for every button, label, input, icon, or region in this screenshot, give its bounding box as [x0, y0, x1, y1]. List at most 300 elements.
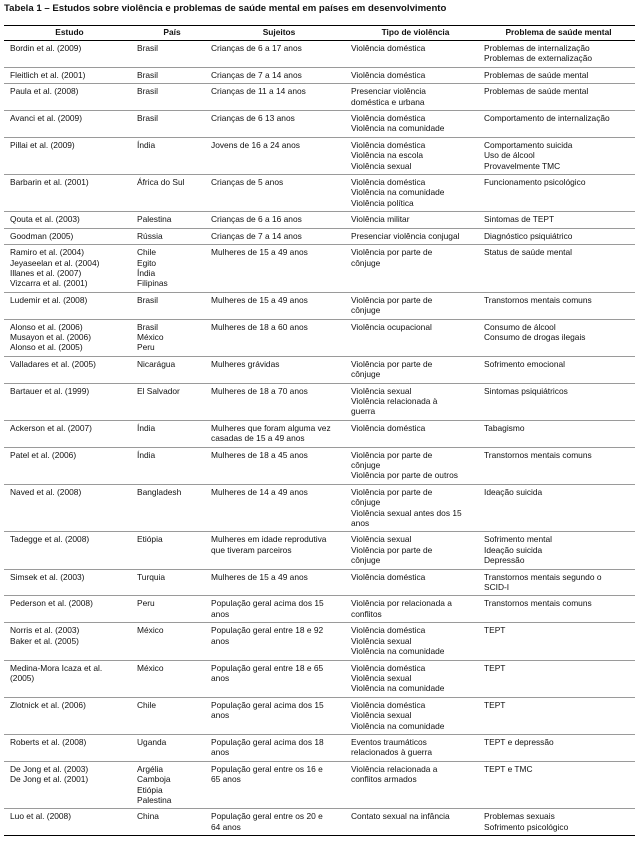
subjects-cell-line: Crianças de 7 a 14 anos [211, 230, 302, 241]
mental-health-problem-cell-line: Funcionamento psicológico [484, 177, 586, 188]
study-cell-line: Goodman (2005) [10, 230, 74, 241]
country-cell-line: Brasil [137, 294, 158, 305]
violence-type-cell-line: Violência por parte de [351, 544, 433, 555]
mental-health-problem-cell-line: Sofrimento emocional [484, 358, 565, 369]
country-cell [135, 596, 209, 623]
subjects-cell-line: Mulheres de 15 a 49 anos [211, 247, 308, 258]
mental-health-problem-cell [482, 761, 635, 809]
country-cell [135, 420, 209, 447]
country-cell-line: Etiópia [137, 534, 163, 545]
violence-type-cell [349, 383, 482, 420]
study-cell [4, 245, 135, 293]
subjects-cell [209, 111, 349, 138]
country-cell [135, 484, 209, 532]
mental-health-problem-cell-line: Tabagismo [484, 422, 525, 433]
mental-health-problem-cell [482, 484, 635, 532]
country-cell-line: Nicarágua [137, 358, 176, 369]
violence-type-cell-line: conflitos [351, 608, 382, 619]
study-cell [4, 228, 135, 244]
mental-health-problem-cell-line: TEPT [484, 699, 506, 710]
violence-type-cell-line: Violência na comunidade [351, 123, 445, 134]
subjects-cell [209, 697, 349, 734]
subjects-cell-line: Crianças de 6 13 anos [211, 113, 295, 124]
mental-health-problem-cell-line: TEPT [484, 625, 506, 636]
violence-type-cell-line: Violência relacionada à [351, 395, 438, 406]
violence-type-cell [349, 532, 482, 569]
country-cell-line: Índia [137, 267, 156, 278]
violence-type-cell-line: Violência sexual [351, 385, 412, 396]
subjects-cell-line: População geral acima dos 18 [211, 736, 324, 747]
subjects-cell [209, 319, 349, 356]
violence-type-cell-line: Violência na comunidade [351, 187, 445, 198]
study-cell [4, 623, 135, 660]
violence-type-cell-line: Violência por parte de [351, 294, 433, 305]
study-cell-line: Tadegge et al. (2008) [10, 534, 90, 545]
mental-health-problem-cell-line: Comportamento de internalização [484, 113, 610, 124]
country-cell-line: Índia [137, 449, 156, 460]
violence-type-cell [349, 292, 482, 319]
violence-type-cell [349, 484, 482, 532]
violence-type-cell-line: anos [351, 518, 370, 529]
subjects-cell [209, 569, 349, 596]
subjects-cell-line: População geral acima dos 15 [211, 699, 324, 710]
subjects-cell [209, 356, 349, 383]
violence-type-cell-line: cônjuge [351, 257, 381, 268]
header-problema-saude: Problema de saúde mental [482, 26, 635, 41]
country-cell-line: Turquia [137, 571, 166, 582]
study-cell [4, 84, 135, 111]
violence-type-cell [349, 319, 482, 356]
study-cell [4, 319, 135, 356]
violence-type-cell-line: guerra [351, 406, 376, 417]
study-cell [4, 809, 135, 836]
subjects-cell-line: anos [211, 608, 230, 619]
study-cell [4, 420, 135, 447]
mental-health-problem-cell [482, 175, 635, 212]
country-cell [135, 660, 209, 697]
study-cell-line: Alonso et al. (2005) [10, 342, 83, 353]
table-row [4, 212, 635, 228]
mental-health-problem-cell [482, 356, 635, 383]
study-cell [4, 67, 135, 83]
mental-health-problem-cell-line: SCID-I [484, 582, 510, 593]
country-cell-line: China [137, 811, 159, 822]
country-cell-line: Brasil [137, 69, 158, 80]
subjects-cell [209, 660, 349, 697]
country-cell-line: Chile [137, 699, 157, 710]
study-cell [4, 697, 135, 734]
country-cell [135, 447, 209, 484]
country-cell-line: El Salvador [137, 385, 180, 396]
country-cell [135, 175, 209, 212]
violence-type-cell [349, 660, 482, 697]
table-row [4, 660, 635, 697]
table-row [4, 292, 635, 319]
mental-health-problem-cell [482, 420, 635, 447]
country-cell-line: África do Sul [137, 177, 185, 188]
table-body [4, 41, 635, 836]
violence-type-cell [349, 175, 482, 212]
study-cell [4, 761, 135, 809]
subjects-cell [209, 175, 349, 212]
country-cell-line: Brasil [137, 113, 158, 124]
violence-type-cell [349, 41, 482, 68]
country-cell-line: Índia [137, 139, 156, 150]
mental-health-problem-cell [482, 84, 635, 111]
study-cell [4, 660, 135, 697]
subjects-cell-line: Crianças de 11 a 14 anos [211, 86, 306, 97]
study-cell-line: Pillai et al. (2009) [10, 139, 75, 150]
study-cell-line: Musayon et al. (2006) [10, 331, 92, 342]
subjects-cell [209, 292, 349, 319]
violence-type-cell [349, 761, 482, 809]
table-row [4, 697, 635, 734]
subjects-cell-line: Mulheres de 15 a 49 anos [211, 571, 308, 582]
header-sujeitos: Sujeitos [209, 26, 349, 41]
violence-type-cell-line: Violência ocupacional [351, 321, 432, 332]
study-cell-line: Bartauer et al. (1999) [10, 385, 90, 396]
study-cell [4, 596, 135, 623]
country-cell-line: Brasil [137, 86, 158, 97]
violence-type-cell-line: Violência sexual [351, 534, 412, 545]
country-cell [135, 383, 209, 420]
study-cell-line: Zlotnick et al. (2006) [10, 699, 86, 710]
violence-type-cell-line: Violência sexual [351, 160, 412, 171]
violence-type-cell [349, 809, 482, 836]
table-row [4, 245, 635, 293]
violence-type-cell-line: Violência por parte de [351, 358, 433, 369]
mental-health-problem-cell-line: Problemas de externalização [484, 53, 593, 64]
mental-health-problem-cell [482, 41, 635, 68]
subjects-cell-line: Crianças de 7 a 14 anos [211, 69, 302, 80]
country-cell [135, 212, 209, 228]
violence-type-cell-line: Eventos traumáticos [351, 736, 427, 747]
mental-health-problem-cell-line: Sofrimento mental [484, 534, 552, 545]
study-cell-line: Norris et al. (2003) [10, 625, 80, 636]
violence-type-cell [349, 447, 482, 484]
country-cell-line: Camboja [137, 774, 171, 785]
violence-type-cell-line: Presenciar violência conjugal [351, 230, 460, 241]
study-cell-line: Ackerson et al. (2007) [10, 422, 92, 433]
mental-health-problem-cell-line: Ideação suicida [484, 486, 543, 497]
study-cell-line: Bordin et al. (2009) [10, 43, 82, 53]
violence-type-cell-line: cônjuge [351, 555, 381, 566]
subjects-cell-line: anos [211, 672, 230, 683]
subjects-cell [209, 761, 349, 809]
country-cell-line: Palestina [137, 794, 172, 805]
table-row [4, 809, 635, 836]
mental-health-problem-cell [482, 660, 635, 697]
mental-health-problem-cell-line: Depressão [484, 555, 525, 566]
mental-health-problem-cell [482, 532, 635, 569]
table-title: Tabela 1 – Estudos sobre violência e problemas de saúde mental em países em desenvolvimento [4, 3, 447, 14]
country-cell-line: Etiópia [137, 784, 163, 795]
study-cell-line: Ludemir et al. (2008) [10, 294, 88, 305]
violence-type-cell-line: Violência sexual [351, 672, 412, 683]
violence-type-cell-line: Violência por parte de [351, 486, 433, 497]
studies-table [4, 25, 635, 836]
subjects-cell [209, 809, 349, 836]
violence-type-cell [349, 356, 482, 383]
violence-type-cell-line: cônjuge [351, 460, 381, 470]
table-row [4, 356, 635, 383]
table-row [4, 734, 635, 761]
study-cell [4, 734, 135, 761]
subjects-cell [209, 228, 349, 244]
violence-type-cell [349, 697, 482, 734]
mental-health-problem-cell [482, 447, 635, 484]
mental-health-problem-cell-line: Problemas de saúde mental [484, 69, 589, 80]
violence-type-cell-line: Violência doméstica [351, 69, 426, 80]
violence-type-cell [349, 569, 482, 596]
violence-type-cell [349, 84, 482, 111]
mental-health-problem-cell [482, 137, 635, 174]
subjects-cell-line: anos [211, 747, 230, 758]
subjects-cell-line: Mulheres grávidas [211, 358, 280, 369]
country-cell [135, 292, 209, 319]
country-cell-line: Peru [137, 342, 155, 353]
study-cell-line: Jeyaseelan et al. (2004) [10, 257, 100, 268]
study-cell [4, 569, 135, 596]
subjects-cell [209, 484, 349, 532]
violence-type-cell-line: Violência doméstica [351, 571, 426, 582]
study-cell [4, 532, 135, 569]
country-cell [135, 697, 209, 734]
violence-type-cell [349, 212, 482, 228]
country-cell [135, 41, 209, 68]
country-cell-line: Rússia [137, 230, 163, 241]
country-cell-line: Uganda [137, 736, 167, 747]
subjects-cell [209, 532, 349, 569]
subjects-cell [209, 41, 349, 68]
table-row [4, 175, 635, 212]
country-cell-line: Egito [137, 257, 157, 268]
study-cell-line: Baker et al. (2005) [10, 635, 79, 646]
violence-type-cell-line: Violência política [351, 197, 414, 208]
violence-type-cell [349, 67, 482, 83]
table-header-row [4, 26, 635, 41]
mental-health-problem-cell [482, 245, 635, 293]
table-row [4, 623, 635, 660]
violence-type-cell-line: Violência doméstica [351, 113, 426, 124]
table-row [4, 420, 635, 447]
subjects-cell-line: Mulheres em idade reprodutiva [211, 534, 327, 545]
violence-type-cell-line: Violência por parte de outros [351, 470, 458, 481]
country-cell-line: México [137, 662, 164, 673]
table-row [4, 596, 635, 623]
mental-health-problem-cell-line: TEPT e depressão [484, 736, 554, 747]
country-cell-line: México [137, 331, 164, 342]
study-cell-line: Avanci et al. (2009) [10, 113, 83, 124]
subjects-cell [209, 67, 349, 83]
subjects-cell-line: casadas de 15 a 49 anos [211, 433, 305, 444]
table-row [4, 484, 635, 532]
header-estudo: Estudo [4, 26, 135, 41]
violence-type-cell-line: cônjuge [351, 369, 381, 380]
mental-health-problem-cell [482, 228, 635, 244]
study-cell-line: Roberts et al. (2008) [10, 736, 87, 747]
mental-health-problem-cell-line: Ideação suicida [484, 544, 543, 555]
subjects-cell-line: Crianças de 5 anos [211, 177, 284, 188]
header-tipo-violencia: Tipo de violência [349, 26, 482, 41]
mental-health-problem-cell [482, 212, 635, 228]
violence-type-cell-line: Presenciar violência [351, 86, 426, 97]
subjects-cell-line: Mulheres que foram alguma vez [211, 422, 331, 433]
mental-health-problem-cell [482, 67, 635, 83]
study-cell-line: Illanes et al. (2007) [10, 267, 82, 278]
study-cell [4, 41, 135, 68]
violence-type-cell-line: Violência doméstica [351, 625, 426, 636]
table-row [4, 84, 635, 111]
study-cell-line: Alonso et al. (2006) [10, 321, 83, 332]
violence-type-cell-line: Violência doméstica [351, 422, 426, 433]
table-row [4, 67, 635, 83]
subjects-cell [209, 137, 349, 174]
subjects-cell-line: Crianças de 6 a 16 anos [211, 214, 302, 225]
study-cell [4, 447, 135, 484]
mental-health-problem-cell-line: Problemas sexuais [484, 811, 555, 822]
country-cell-line: Argélia [137, 763, 164, 774]
country-cell [135, 319, 209, 356]
subjects-cell-line: anos [211, 710, 230, 721]
violence-type-cell [349, 137, 482, 174]
subjects-cell [209, 447, 349, 484]
subjects-cell-line: Jovens de 16 a 24 anos [211, 139, 300, 150]
table-row [4, 532, 635, 569]
study-cell [4, 111, 135, 138]
country-cell-line: Índia [137, 422, 156, 433]
violence-type-cell-line: Violência sexual [351, 635, 412, 646]
country-cell [135, 137, 209, 174]
mental-health-problem-cell-line: Provavelmente TMC [484, 160, 561, 171]
subjects-cell [209, 420, 349, 447]
table-row [4, 228, 635, 244]
study-cell-line: De Jong et al. (2003) [10, 763, 89, 774]
subjects-cell-line: que tiveram parceiros [211, 544, 292, 555]
mental-health-problem-cell [482, 596, 635, 623]
violence-type-cell-line: doméstica e urbana [351, 96, 425, 107]
violence-type-cell-line: Violência na comunidade [351, 646, 445, 657]
study-cell [4, 484, 135, 532]
country-cell [135, 67, 209, 83]
country-cell [135, 569, 209, 596]
mental-health-problem-cell-line: Consumo de álcool [484, 321, 556, 332]
country-cell-line: Brasil [137, 321, 158, 332]
mental-health-problem-cell-line: Sofrimento psicológico [484, 821, 569, 832]
subjects-cell-line: População geral entre os 16 e [211, 763, 323, 774]
subjects-cell-line: 64 anos [211, 821, 241, 832]
study-cell-line: Fleitlich et al. (2001) [10, 69, 86, 80]
study-cell-line: Medina-Mora Icaza et al. [10, 662, 103, 673]
mental-health-problem-cell [482, 734, 635, 761]
country-cell [135, 734, 209, 761]
violence-type-cell [349, 596, 482, 623]
study-cell-line: Vizcarra et al. (2001) [10, 278, 88, 289]
mental-health-problem-cell-line: TEPT [484, 662, 506, 673]
violence-type-cell-line: relacionados à guerra [351, 747, 433, 758]
violence-type-cell [349, 623, 482, 660]
study-cell-line: De Jong et al. (2001) [10, 774, 89, 785]
violence-type-cell-line: cônjuge [351, 497, 381, 508]
table-row [4, 111, 635, 138]
study-cell-line: Valladares et al. (2005) [10, 358, 96, 369]
mental-health-problem-cell [482, 111, 635, 138]
mental-health-problem-cell [482, 292, 635, 319]
country-cell [135, 228, 209, 244]
country-cell [135, 532, 209, 569]
mental-health-problem-cell [482, 623, 635, 660]
violence-type-cell-line: Violência na comunidade [351, 683, 445, 694]
subjects-cell-line: População geral entre os 20 e [211, 811, 323, 822]
header-pais: País [135, 26, 209, 41]
country-cell-line: Bangladesh [137, 486, 182, 497]
subjects-cell-line: anos [211, 635, 230, 646]
violence-type-cell-line: Violência militar [351, 214, 410, 225]
table-row [4, 137, 635, 174]
country-cell [135, 84, 209, 111]
subjects-cell-line: Mulheres de 15 a 49 anos [211, 294, 308, 305]
subjects-cell [209, 623, 349, 660]
subjects-cell-line: Mulheres de 14 a 49 anos [211, 486, 308, 497]
mental-health-problem-cell [482, 383, 635, 420]
table-row [4, 447, 635, 484]
study-cell [4, 137, 135, 174]
mental-health-problem-cell-line: Uso de álcool [484, 150, 535, 161]
mental-health-problem-cell-line: Comportamento suicida [484, 139, 573, 150]
violence-type-cell-line: Violência por relacionada a [351, 598, 452, 609]
country-cell-line: Chile [137, 247, 157, 258]
study-cell-line: Patel et al. (2006) [10, 449, 77, 460]
study-cell-line: Simsek et al. (2003) [10, 571, 85, 582]
subjects-cell [209, 596, 349, 623]
mental-health-problem-cell-line: Transtornos mentais comuns [484, 294, 592, 305]
subjects-cell [209, 84, 349, 111]
violence-type-cell [349, 734, 482, 761]
study-cell [4, 383, 135, 420]
subjects-cell-line: Mulheres de 18 a 60 anos [211, 321, 308, 332]
violence-type-cell-line: Violência por parte de [351, 449, 433, 460]
mental-health-problem-cell-line: Transtornos mentais segundo o [484, 571, 602, 582]
subjects-cell-line: População geral entre 18 e 65 [211, 662, 324, 673]
country-cell [135, 245, 209, 293]
violence-type-cell [349, 111, 482, 138]
violence-type-cell-line: Violência por parte de [351, 247, 433, 258]
violence-type-cell [349, 245, 482, 293]
violence-type-cell-line: Violência sexual [351, 710, 412, 721]
study-cell-line: (2005) [10, 672, 35, 683]
study-cell [4, 212, 135, 228]
country-cell-line: Filipinas [137, 278, 168, 289]
violence-type-cell-line: Violência doméstica [351, 43, 426, 53]
table-row [4, 41, 635, 68]
subjects-cell [209, 245, 349, 293]
subjects-cell-line: População geral entre 18 e 92 [211, 625, 324, 636]
subjects-cell-line: 65 anos [211, 774, 241, 785]
violence-type-cell-line: Violência relacionada a [351, 763, 438, 774]
country-cell [135, 623, 209, 660]
violence-type-cell [349, 228, 482, 244]
subjects-cell-line: Mulheres de 18 a 45 anos [211, 449, 308, 460]
mental-health-problem-cell-line: Transtornos mentais comuns [484, 598, 592, 609]
mental-health-problem-cell-line: Diagnóstico psiquiátrico [484, 230, 573, 241]
violence-type-cell-line: cônjuge [351, 305, 381, 316]
country-cell-line: Palestina [137, 214, 172, 225]
violence-type-cell-line: Violência na escola [351, 150, 424, 161]
study-cell-line: Naved et al. (2008) [10, 486, 82, 497]
mental-health-problem-cell-line: TEPT e TMC [484, 763, 533, 774]
violence-type-cell-line: Violência doméstica [351, 139, 426, 150]
mental-health-problem-cell [482, 697, 635, 734]
